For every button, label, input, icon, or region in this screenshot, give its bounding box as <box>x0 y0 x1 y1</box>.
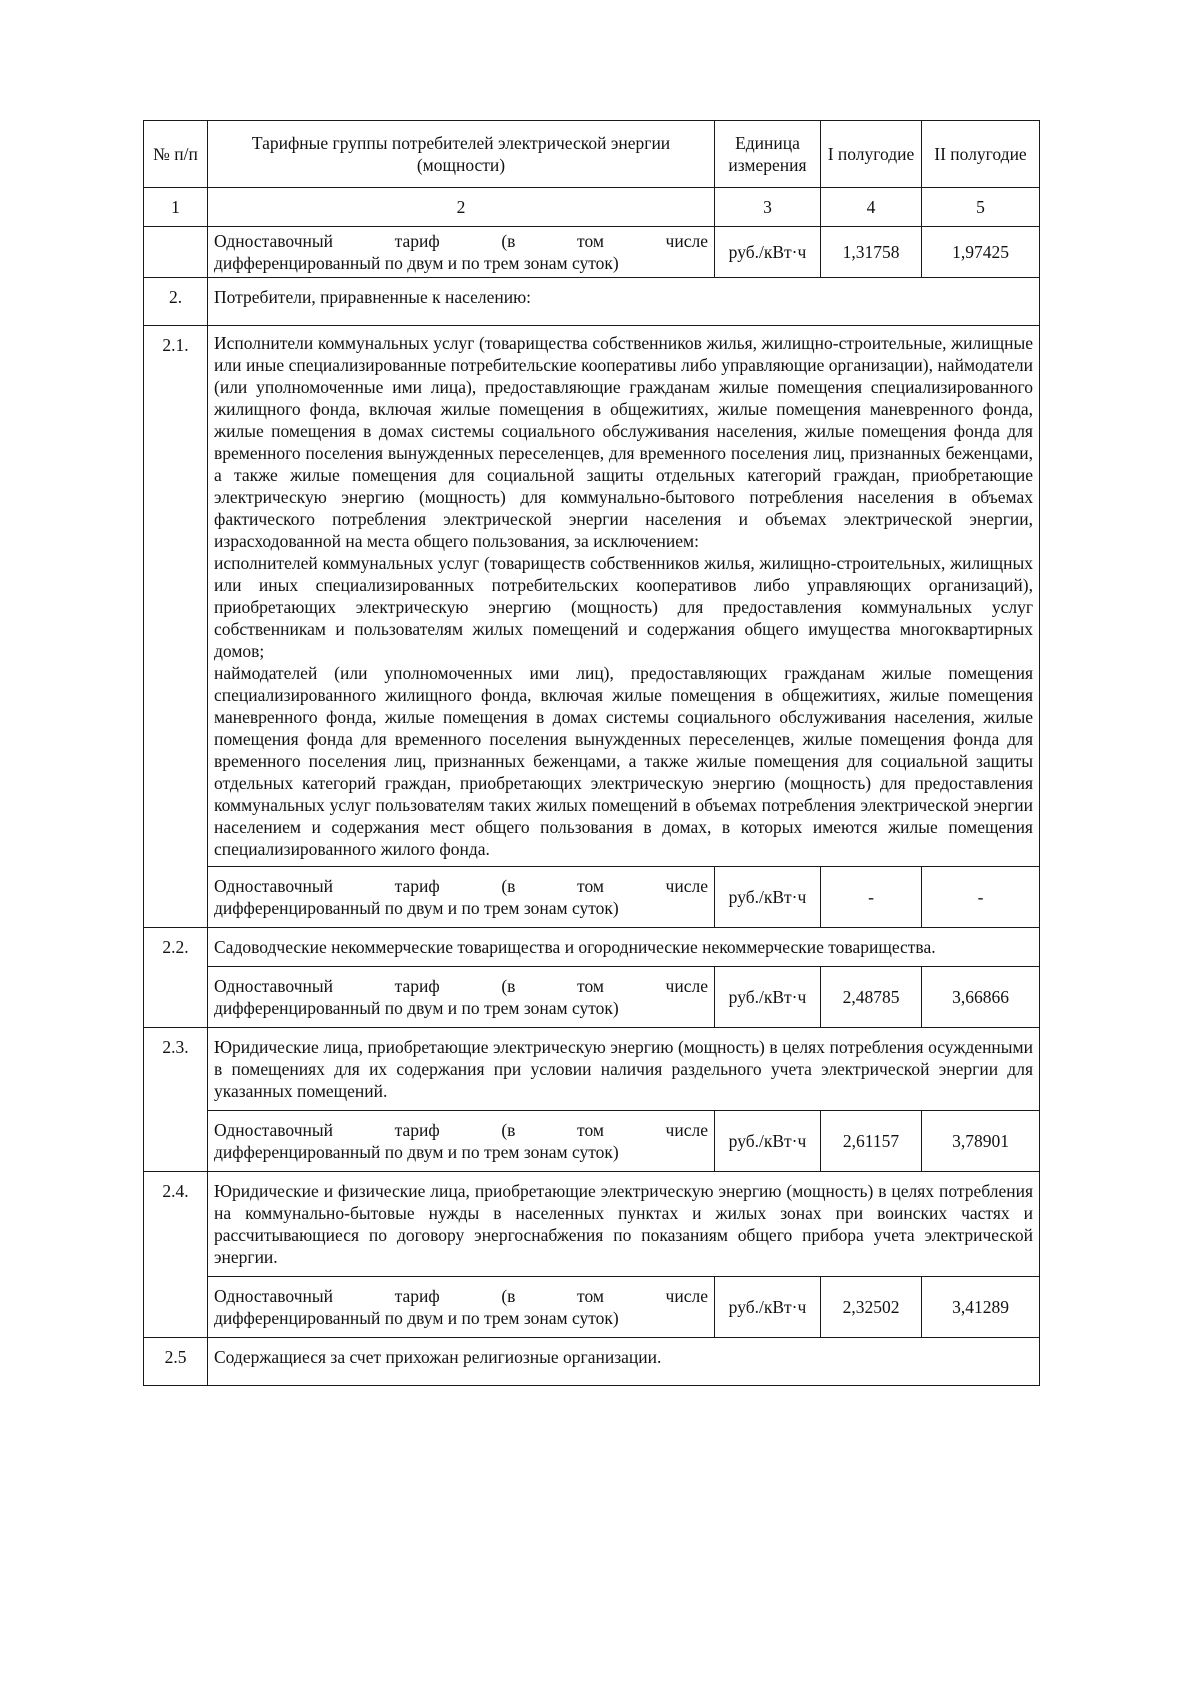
section-title: Потребители, приравненные к населению: <box>208 278 1040 326</box>
column-index-row <box>144 188 1040 227</box>
tariff-description: Одноставочный тариф (в том числе дифференцированный по двум и по трем зонам суток) <box>208 867 715 928</box>
document-page <box>143 120 1039 1386</box>
unit-cell: руб./кВт·ч <box>715 967 821 1028</box>
tariff-value-half-1: - <box>821 867 922 928</box>
tariff-value-half-1: 2,48785 <box>821 967 922 1028</box>
table-row <box>144 1028 1040 1111</box>
tariff-value-half-2: 3,78901 <box>922 1111 1040 1172</box>
column-index: 2 <box>208 188 715 227</box>
tariff-description: Одноставочный тариф (в том числе дифференцированный по двум и по трем зонам суток) <box>208 1111 715 1172</box>
column-index: 5 <box>922 188 1040 227</box>
table-row <box>144 967 1040 1028</box>
row-number: 2.1. <box>144 326 208 928</box>
unit-cell: руб./кВт·ч <box>715 867 821 928</box>
tariff-value-half-2: 3,66866 <box>922 967 1040 1028</box>
tariff-value-half-2: 3,41289 <box>922 1277 1040 1338</box>
tariff-table <box>143 120 1040 1386</box>
header-number: № п/п <box>144 121 208 188</box>
section-text: Садоводческие некоммерческие товарищества и огороднические некоммерческие товарищества. <box>208 928 1040 967</box>
tariff-value-half-2: 1,97425 <box>922 227 1040 278</box>
table-row <box>144 1111 1040 1172</box>
header-half-1: I полугодие <box>821 121 922 188</box>
tariff-value-half-1: 1,31758 <box>821 227 922 278</box>
row-number: 2. <box>144 278 208 326</box>
table-row <box>144 326 1040 867</box>
tariff-description: Одноставочный тариф (в том числе дифференцированный по двум и по трем зонам суток) <box>208 967 715 1028</box>
unit-cell: руб./кВт·ч <box>715 1111 821 1172</box>
tariff-value-half-1: 2,61157 <box>821 1111 922 1172</box>
unit-cell: руб./кВт·ч <box>715 1277 821 1338</box>
header-unit: Единица измерения <box>715 121 821 188</box>
row-number-empty <box>144 227 208 278</box>
header-half-2: II полугодие <box>922 121 1040 188</box>
tariff-value-half-1: 2,32502 <box>821 1277 922 1338</box>
table-row <box>144 928 1040 967</box>
tariff-value-half-2: - <box>922 867 1040 928</box>
row-number: 2.2. <box>144 928 208 1028</box>
unit-cell: руб./кВт·ч <box>715 227 821 278</box>
table-row <box>144 1172 1040 1277</box>
header-tariff-groups: Тарифные группы потребителей электрической энергии (мощности) <box>208 121 715 188</box>
section-text: Юридические лица, приобретающие электрическую энергию (мощность) в целях потребления осужденными в помещениях для их содержания при условии наличия раздельного учета электрической энергии для указанных помещений. <box>208 1028 1040 1111</box>
tariff-description: Одноставочный тариф (в том числе дифференцированный по двум и по трем зонам суток) <box>208 227 715 278</box>
header-row <box>144 121 1040 188</box>
table-row <box>144 1338 1040 1386</box>
table-row <box>144 278 1040 326</box>
row-number: 2.5 <box>144 1338 208 1386</box>
section-text: Юридические и физические лица, приобретающие электрическую энергию (мощность) в целях потребления на коммунально-бытовые нужды в населенных пунктах и жилых зонах при воинских частях и рассчитывающиеся по договору энергоснабжения по показаниям общего прибора учета электрической энергии. <box>208 1172 1040 1277</box>
row-number: 2.3. <box>144 1028 208 1172</box>
section-text: Содержащиеся за счет прихожан религиозные организации. <box>208 1338 1040 1386</box>
column-index: 3 <box>715 188 821 227</box>
tariff-description: Одноставочный тариф (в том числе дифференцированный по двум и по трем зонам суток) <box>208 1277 715 1338</box>
column-index: 1 <box>144 188 208 227</box>
table-row <box>144 227 1040 278</box>
section-text: Исполнители коммунальных услуг (товарищества собственников жилья, жилищно-строительные, жилищные или иные специализированные потребительские кооперативы либо управляющие организации), наймодатели (или уполномоченные ими лица), предоставляющие гражданам жилые помещения специализированного жилищного фонда, включая жилые помещения в общежитиях, жилые помещения маневренного фонда, жилые помещения в домах системы социального обслуживания населения, жилые помещения фонда для временного поселения вынужденных переселенцев, для временного поселения лиц, признанных беженцами, а также жилые помещения для социальной защиты отдельных категорий граждан, приобретающие электрическую энергию (мощность) для коммунально-бытового потребления населения в объемах фактического потребления электрической энергии населения и объемах электрической энергии, израсходованной на места общего пользования, за исключением: исполнителей коммунальных услуг (товариществ собственников жилья, жилищно-строительных, жилищных или иных специализированных потребительских кооперативов либо управляющих организаций), приобретающих электрическую энергию (мощность) для предоставления коммунальных услуг собственникам и пользователям жилых помещений и содержания общего имущества многоквартирных домов; наймодателей (или уполномоченных ими лиц), предоставляющих гражданам жилые помещения специализированного жилищного фонда, включая жилые помещения в общежитиях, жилые помещения маневренного фонда, жилые помещения в домах системы социального обслуживания населения, жилые помещения фонда для временного поселения вынужденных переселенцев, жилые помещения фонда для временного поселения лиц, признанных беженцами, а также жилые помещения для социальной защиты отдельных категорий граждан, приобретающих электрическую энергию (мощность) для предоставления коммунальных услуг пользователям таких жилых помещений в объемах потребления электрической энергии населением и содержания мест общего пользования в домах, в которых имеются жилые помещения специализированного жилого фонда. <box>208 326 1040 867</box>
table-row <box>144 867 1040 928</box>
row-number: 2.4. <box>144 1172 208 1338</box>
table-row <box>144 1277 1040 1338</box>
column-index: 4 <box>821 188 922 227</box>
